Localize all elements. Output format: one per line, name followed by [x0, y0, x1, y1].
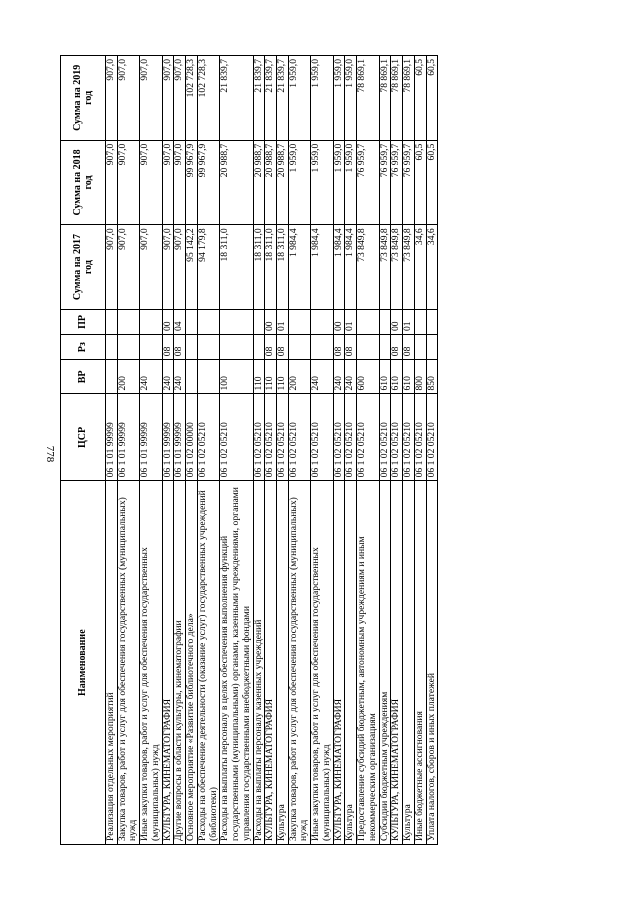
row-rz — [357, 335, 379, 360]
table-row — [333, 56, 345, 845]
row-rz — [379, 335, 391, 360]
row-rz: 08 — [174, 335, 186, 360]
row-vr: 600 — [357, 360, 379, 394]
row-pr: 00 — [333, 309, 345, 334]
row-csr: 06 1 02 05210 — [426, 394, 438, 481]
row-vr: 200 — [117, 360, 139, 394]
row-sum-2018: 907,0 — [117, 140, 139, 225]
row-name: Закупка товаров, работ и услуг для обеспечения государственных (муниципальных) нужд — [117, 481, 139, 845]
row-pr — [140, 309, 162, 334]
table-row — [162, 56, 174, 845]
row-pr: 01 — [403, 309, 415, 334]
row-sum-2018: 20 988,7 — [277, 140, 289, 225]
row-sum-2018: 60,5 — [426, 140, 438, 225]
row-sum-2019: 21 839,7 — [277, 56, 289, 141]
row-name: Расходы на обеспечение деятельности (оказание услуг) государственных учреждений (библиотеки) — [197, 481, 219, 845]
row-sum-2017: 18 311,0 — [265, 225, 277, 310]
header-csr: ЦСР — [61, 394, 106, 481]
row-name: Иные закупки товаров, работ и услуг для обеспечения государственных (муниципальных) нужд — [140, 481, 162, 845]
row-vr: 110 — [265, 360, 277, 394]
row-rz — [220, 335, 253, 360]
row-rz — [117, 335, 139, 360]
table-row — [277, 56, 289, 845]
header-2018: Сумма на 2018 год — [61, 140, 106, 225]
row-sum-2018: 907,0 — [140, 140, 162, 225]
row-rz — [186, 335, 198, 360]
row-pr — [379, 309, 391, 334]
row-sum-2019: 21 839,7 — [220, 56, 253, 141]
row-sum-2019: 102 728,3 — [197, 56, 219, 141]
row-csr: 06 1 02 05210 — [288, 394, 310, 481]
row-name: КУЛЬТУРА, КИНЕМАТОГРАФИЯ — [265, 481, 277, 845]
row-sum-2019: 907,0 — [162, 56, 174, 141]
row-csr: 06 1 01 99999 — [174, 394, 186, 481]
header-2017: Сумма на 2017 год — [61, 225, 106, 310]
row-sum-2018: 20 988,7 — [220, 140, 253, 225]
row-pr — [186, 309, 198, 334]
row-sum-2018: 20 988,7 — [265, 140, 277, 225]
row-csr: 06 1 01 99999 — [106, 394, 118, 481]
row-csr: 06 1 02 05210 — [333, 394, 345, 481]
row-vr: 200 — [288, 360, 310, 394]
page-number: 778 — [44, 445, 56, 463]
row-csr: 06 1 02 05210 — [391, 394, 403, 481]
row-pr — [106, 309, 118, 334]
row-sum-2019: 1 959,0 — [311, 56, 333, 141]
row-sum-2017: 34,6 — [414, 225, 426, 310]
row-pr — [414, 309, 426, 334]
row-csr: 06 1 02 05210 — [277, 394, 289, 481]
row-csr: 06 1 02 05210 — [220, 394, 253, 481]
row-sum-2019: 102 728,3 — [186, 56, 198, 141]
table-row — [265, 56, 277, 845]
row-sum-2017: 73 849,8 — [391, 225, 403, 310]
row-pr: 01 — [277, 309, 289, 334]
row-name: Расходы на выплаты персоналу в целях обеспечения выполнения функций государственными (муниципальными) органами, казенными учреждениями, органами управления государственными внебюджетными фондами — [220, 481, 253, 845]
row-pr: 01 — [345, 309, 357, 334]
row-rz — [288, 335, 310, 360]
row-rz: 08 — [162, 335, 174, 360]
row-vr: 240 — [345, 360, 357, 394]
row-sum-2019: 60,5 — [414, 56, 426, 141]
row-rz — [253, 335, 265, 360]
row-sum-2019: 78 869,1 — [391, 56, 403, 141]
row-sum-2017: 18 311,0 — [220, 225, 253, 310]
row-sum-2019: 21 839,7 — [253, 56, 265, 141]
row-name: Другие вопросы в области культуры, кинематографии — [174, 481, 186, 845]
row-sum-2019: 1 959,0 — [345, 56, 357, 141]
table-row — [426, 56, 438, 845]
row-sum-2018: 76 959,7 — [391, 140, 403, 225]
row-sum-2017: 95 142,2 — [186, 225, 198, 310]
table-row — [117, 56, 139, 845]
row-sum-2018: 1 959,0 — [345, 140, 357, 225]
row-csr: 06 1 02 05210 — [197, 394, 219, 481]
table-row — [186, 56, 198, 845]
row-sum-2017: 34,6 — [426, 225, 438, 310]
row-pr: 00 — [265, 309, 277, 334]
row-rz: 08 — [277, 335, 289, 360]
row-sum-2018: 76 959,7 — [357, 140, 379, 225]
table-row — [197, 56, 219, 845]
header-2019: Сумма на 2019 год — [61, 56, 106, 141]
row-sum-2018: 907,0 — [106, 140, 118, 225]
row-rz — [140, 335, 162, 360]
row-csr: 06 1 02 05210 — [403, 394, 415, 481]
row-name: Иные закупки товаров, работ и услуг для обеспечения государственных (муниципальных) нужд — [311, 481, 333, 845]
row-sum-2019: 78 869,1 — [403, 56, 415, 141]
row-sum-2019: 78 869,1 — [379, 56, 391, 141]
table-row — [253, 56, 265, 845]
row-vr: 610 — [403, 360, 415, 394]
row-name: КУЛЬТУРА, КИНЕМАТОГРАФИЯ — [391, 481, 403, 845]
budget-table — [60, 55, 438, 845]
row-rz: 08 — [345, 335, 357, 360]
row-sum-2019: 60,5 — [426, 56, 438, 141]
row-rz — [106, 335, 118, 360]
row-name: Культура — [345, 481, 357, 845]
row-sum-2018: 907,0 — [162, 140, 174, 225]
table-row — [391, 56, 403, 845]
row-vr — [106, 360, 118, 394]
row-sum-2017: 1 984,4 — [311, 225, 333, 310]
row-vr: 100 — [220, 360, 253, 394]
row-rz — [311, 335, 333, 360]
row-sum-2017: 1 984,4 — [345, 225, 357, 310]
row-sum-2018: 99 967,9 — [197, 140, 219, 225]
row-name: Расходы на выплаты персоналу казенных учреждений — [253, 481, 265, 845]
row-sum-2017: 907,0 — [117, 225, 139, 310]
row-pr: 00 — [391, 309, 403, 334]
row-name: КУЛЬТУРА, КИНЕМАТОГРАФИЯ — [162, 481, 174, 845]
header-name: Наименование — [61, 481, 106, 845]
header-rz: Рз — [61, 335, 106, 360]
row-vr: 240 — [140, 360, 162, 394]
row-name: Иные бюджетные ассигнования — [414, 481, 426, 845]
row-pr: 00 — [162, 309, 174, 334]
row-vr: 240 — [162, 360, 174, 394]
row-sum-2018: 76 959,7 — [403, 140, 415, 225]
header-vr: ВР — [61, 360, 106, 394]
rotated-page — [60, 55, 580, 845]
header-pr: ПР — [61, 309, 106, 334]
row-pr — [253, 309, 265, 334]
row-name: Субсидии бюджетным учреждениям — [379, 481, 391, 845]
row-vr: 610 — [379, 360, 391, 394]
row-vr: 110 — [253, 360, 265, 394]
row-name: Закупка товаров, работ и услуг для обеспечения государственных (муниципальных) нужд — [288, 481, 310, 845]
row-sum-2019: 1 959,0 — [288, 56, 310, 141]
table-row — [403, 56, 415, 845]
row-pr — [220, 309, 253, 334]
row-sum-2018: 99 967,9 — [186, 140, 198, 225]
row-name: КУЛЬТУРА, КИНЕМАТОГРАФИЯ — [333, 481, 345, 845]
row-sum-2019: 78 869,1 — [357, 56, 379, 141]
row-vr — [197, 360, 219, 394]
row-sum-2017: 18 311,0 — [277, 225, 289, 310]
row-csr: 06 1 02 05210 — [357, 394, 379, 481]
row-sum-2017: 94 179,8 — [197, 225, 219, 310]
row-csr: 06 1 01 99999 — [140, 394, 162, 481]
row-rz: 08 — [265, 335, 277, 360]
row-sum-2017: 73 849,8 — [379, 225, 391, 310]
row-name: Уплата налогов, сборов и иных платежей — [426, 481, 438, 845]
row-sum-2019: 21 839,7 — [265, 56, 277, 141]
row-vr: 800 — [414, 360, 426, 394]
row-sum-2019: 907,0 — [117, 56, 139, 141]
row-sum-2019: 907,0 — [174, 56, 186, 141]
table-row — [140, 56, 162, 845]
row-sum-2017: 907,0 — [174, 225, 186, 310]
row-csr: 06 1 02 05210 — [414, 394, 426, 481]
row-sum-2018: 1 959,0 — [311, 140, 333, 225]
row-csr: 06 1 02 05210 — [253, 394, 265, 481]
row-sum-2019: 1 959,0 — [333, 56, 345, 141]
row-sum-2018: 907,0 — [174, 140, 186, 225]
row-sum-2019: 907,0 — [140, 56, 162, 141]
table-body — [106, 56, 438, 845]
table-row — [414, 56, 426, 845]
row-sum-2018: 76 959,7 — [379, 140, 391, 225]
row-vr: 610 — [391, 360, 403, 394]
row-name: Предоставление субсидий бюджетным, автономным учреждениям и иным некоммерческим организациям — [357, 481, 379, 845]
table-row — [220, 56, 253, 845]
row-csr: 06 1 01 99999 — [117, 394, 139, 481]
row-csr: 06 1 02 05210 — [379, 394, 391, 481]
row-sum-2018: 60,5 — [414, 140, 426, 225]
table-row — [174, 56, 186, 845]
row-sum-2018: 20 988,7 — [253, 140, 265, 225]
row-name: Культура — [277, 481, 289, 845]
row-pr: 04 — [174, 309, 186, 334]
row-sum-2018: 1 959,0 — [288, 140, 310, 225]
row-pr — [357, 309, 379, 334]
row-name: Основное мероприятие «Развитие библиотечного дела» — [186, 481, 198, 845]
table-row — [345, 56, 357, 845]
row-sum-2017: 907,0 — [162, 225, 174, 310]
row-sum-2017: 1 984,4 — [333, 225, 345, 310]
row-sum-2017: 907,0 — [106, 225, 118, 310]
row-pr — [288, 309, 310, 334]
row-rz: 08 — [403, 335, 415, 360]
row-csr: 06 1 01 99999 — [162, 394, 174, 481]
row-vr: 110 — [277, 360, 289, 394]
table-row — [311, 56, 333, 845]
row-vr — [186, 360, 198, 394]
row-csr: 06 1 02 05210 — [265, 394, 277, 481]
row-sum-2017: 73 849,8 — [357, 225, 379, 310]
row-sum-2019: 907,0 — [106, 56, 118, 141]
table-header-row — [61, 56, 106, 845]
row-sum-2017: 18 311,0 — [253, 225, 265, 310]
row-sum-2017: 907,0 — [140, 225, 162, 310]
row-pr — [117, 309, 139, 334]
row-vr: 240 — [174, 360, 186, 394]
row-name: Реализация отдельных мероприятий — [106, 481, 118, 845]
row-vr: 240 — [311, 360, 333, 394]
table-row — [288, 56, 310, 845]
table-row — [106, 56, 118, 845]
row-pr — [426, 309, 438, 334]
row-rz: 08 — [391, 335, 403, 360]
row-vr: 850 — [426, 360, 438, 394]
table-row — [379, 56, 391, 845]
row-rz — [414, 335, 426, 360]
row-csr: 06 1 02 00000 — [186, 394, 198, 481]
row-sum-2018: 1 959,0 — [333, 140, 345, 225]
row-pr — [311, 309, 333, 334]
row-csr: 06 1 02 05210 — [311, 394, 333, 481]
row-sum-2017: 73 849,8 — [403, 225, 415, 310]
row-vr: 240 — [333, 360, 345, 394]
row-rz: 08 — [333, 335, 345, 360]
row-rz — [426, 335, 438, 360]
row-pr — [197, 309, 219, 334]
row-rz — [197, 335, 219, 360]
table-row — [357, 56, 379, 845]
row-sum-2017: 1 984,4 — [288, 225, 310, 310]
row-csr: 06 1 02 05210 — [345, 394, 357, 481]
row-name: Культура — [403, 481, 415, 845]
